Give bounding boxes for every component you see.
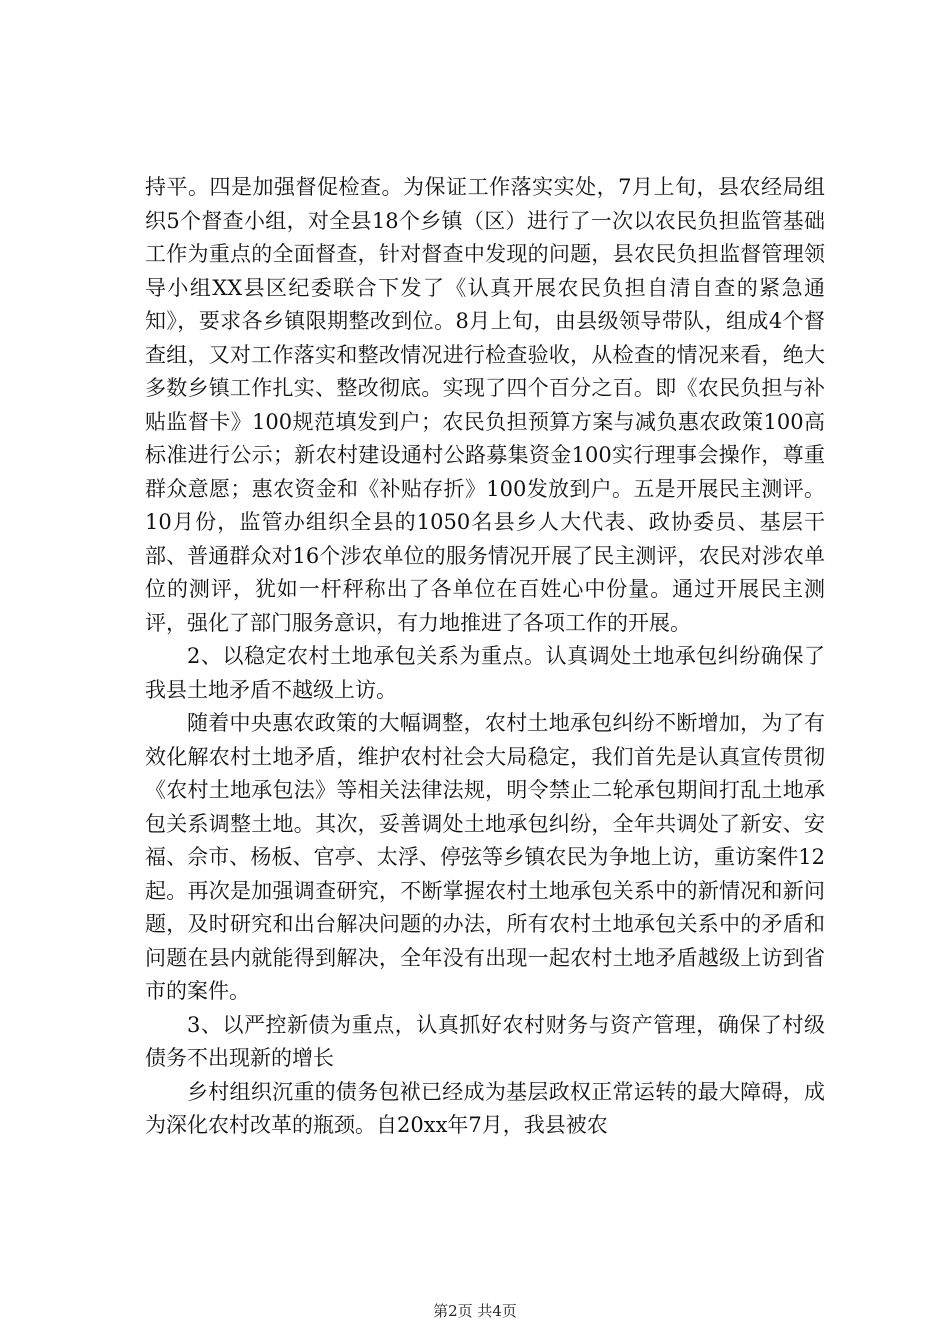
paragraph-village-debt: 乡村组织沉重的债务包袱已经成为基层政权正常运转的最大障碍，成为深化农村改革的瓶颈。自20xx年7月，我县被农 <box>145 1079 825 1137</box>
document-body <box>145 171 825 1143</box>
paragraph-land-disputes: 随着中央惠农政策的大幅调整，农村土地承包纠纷不断增加，为了有效化解农村土地矛盾，维护农村社会大局稳定，我们首先是认真宣传贯彻《农村土地承包法》等相关法律法规，明令禁止二轮承包期间打乱土地承包关系调整土地。其次，妥善调处土地承包纠纷，全年共调处了新安、安福、佘市、杨板、官亭、太浮、停弦等乡镇农民为争地上访，重访案件12起。再次是加强调查研究，不断掌握农村土地承包关系中的新情况和新问题，及时研究和出台解决问题的办法，所有农村土地承包关系中的矛盾和问题在县内就能得到解决，全年没有出现一起农村土地矛盾越级上访到省市的案件。 <box>145 711 825 1003</box>
section-heading-village-debt: 3、以严控新债为重点，认真抓好农村财务与资产管理，确保了村级债务不出现新的增长 <box>145 1012 825 1070</box>
section-heading-land-contract: 2、以稳定农村土地承包关系为重点。认真调处土地承包纠纷确保了我县土地矛盾不越级上访。 <box>145 644 825 702</box>
paragraph-continuation: 持平。四是加强督促检查。为保证工作落实实处，7月上旬，县农经局组织5个督查小组，对全县18个乡镇（区）进行了一次以农民负担监管基础工作为重点的全面督查，针对督查中发现的问题，县农民负担监督管理领导小组XX县区纪委联合下发了《认真开展农民负担自清自查的紧急通知》，要求各乡镇限期整改到位。8月上旬，由县级领导带队，组成4个督查组，又对工作落实和整改情况进行检查验收，从检查的情况来看，绝大多数乡镇工作扎实、整改彻底。实现了四个百分之百。即《农民负担与补贴监督卡》100规范填发到户；农民负担预算方案与减负惠农政策100高标准进行公示；新农村建设通村公路募集资金100实行理事会操作，尊重群众意愿；惠农资金和《补贴存折》100发放到户。五是开展民主测评。10月份，监管办组织全县的1050名县乡人大代表、政协委员、基层干部、普通群众对16个涉农单位的服务情况开展了民主测评，农民对涉农单位的测评，犹如一杆秤称出了各单位在百姓心中份量。通过开展民主测评，强化了部门服务意识，有力地推进了各项工作的开展。 <box>145 175 825 635</box>
page-footer: 第2页 共4页 <box>433 1302 517 1320</box>
